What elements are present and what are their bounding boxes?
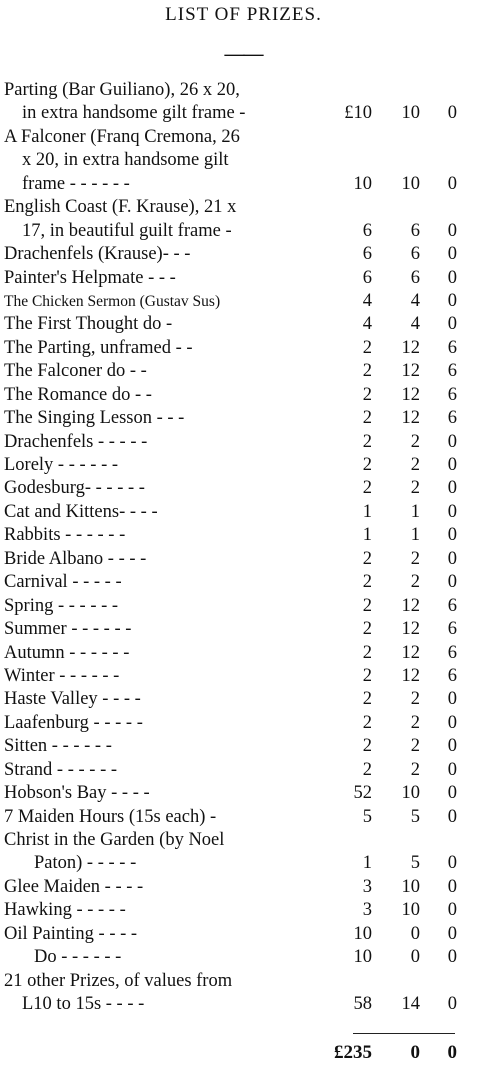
prize-pence: 0 (447, 947, 457, 968)
prize-pounds: 2 (362, 455, 372, 475)
prize-pounds: 3 (362, 876, 372, 897)
prize-description: Cat and Kittens- - - - (4, 501, 158, 522)
prize-pence: 0 (447, 267, 457, 288)
prize-pounds: 2 (362, 478, 372, 499)
prize-pence: 0 (447, 501, 457, 522)
prize-pounds: 2 (362, 431, 372, 452)
prize-row (0, 79, 487, 102)
prize-pence: 0 (447, 103, 457, 124)
prize-pence: 0 (447, 314, 457, 335)
prize-row (0, 806, 487, 829)
prize-pence: 0 (447, 525, 457, 546)
prize-shillings: 2 (410, 689, 420, 710)
prize-description: 7 Maiden Hours (15s each) - (4, 806, 217, 827)
prize-shillings: 1 (410, 501, 420, 522)
prize-pence: 0 (447, 994, 457, 1015)
total-rule (353, 1033, 455, 1034)
prize-description: Godesburg- - - - - - (4, 478, 145, 499)
prize-shillings: 2 (410, 572, 420, 593)
prize-shillings: 12 (401, 384, 420, 405)
prize-description: The Romance do - - (4, 384, 152, 405)
prize-shillings: 12 (401, 408, 420, 429)
prize-row (0, 102, 487, 125)
prize-list (0, 79, 487, 1017)
prize-shillings: 0 (410, 947, 420, 968)
prize-shillings: 14 (401, 994, 420, 1015)
prize-description: Hobson's Bay - - - - (4, 783, 150, 804)
prize-row (0, 993, 487, 1016)
prize-description: Glee Maiden - - - - (4, 876, 144, 897)
prize-description: Drachenfels (Krause)- - - (4, 244, 191, 265)
prize-shillings: 12 (401, 665, 420, 686)
prize-description: English Coast (F. Krause), 21 x (4, 197, 237, 218)
prize-pence: 0 (447, 455, 457, 475)
prize-shillings: 12 (401, 619, 420, 640)
prize-row (0, 735, 487, 758)
prize-description: Do - - - - - - (34, 947, 122, 968)
prize-description: 21 other Prizes, of values from (4, 970, 233, 991)
prize-pence: 0 (447, 712, 457, 733)
prize-shillings: 10 (401, 900, 420, 921)
prize-description: Parting (Bar Guiliano), 26 x 20, (4, 80, 240, 100)
prize-row (0, 595, 487, 618)
prize-pounds: 2 (362, 712, 372, 733)
prize-description: Summer - - - - - - (4, 619, 132, 640)
prize-description: Lorely - - - - - - (4, 455, 119, 475)
prize-pounds: 4 (362, 290, 372, 311)
prize-row (0, 524, 487, 547)
prize-description: x 20, in extra handsome gilt (22, 150, 229, 171)
prize-pounds: 1 (362, 853, 372, 874)
prize-description: Sitten - - - - - - (4, 736, 112, 757)
prize-pence: 0 (447, 478, 457, 499)
prize-pence: 6 (447, 337, 457, 358)
prize-description: Strand - - - - - - (4, 759, 118, 780)
prize-description: The Parting, unframed - - (4, 337, 193, 358)
total-pence: 0 (447, 1042, 457, 1063)
prize-row (0, 759, 487, 782)
prize-shillings: 6 (410, 267, 420, 288)
prize-pence: 0 (447, 759, 457, 780)
prize-pounds: 58 (353, 994, 372, 1015)
prize-pence: 6 (447, 665, 457, 686)
prize-row (0, 477, 487, 500)
prize-pounds: 6 (362, 244, 372, 265)
prize-pence: 6 (447, 619, 457, 640)
prize-description: Drachenfels - - - - - (4, 431, 148, 452)
prize-description: Winter - - - - - - (4, 665, 120, 686)
prize-pence: 0 (447, 431, 457, 452)
prize-shillings: 0 (410, 923, 420, 944)
prize-pence: 0 (447, 572, 457, 593)
prize-shillings: 2 (410, 759, 420, 780)
prize-row (0, 454, 487, 477)
prize-pence: 0 (447, 548, 457, 569)
prize-description: Paton) - - - - - (34, 853, 137, 874)
prize-shillings: 2 (410, 478, 420, 499)
prize-description: 17, in beautiful guilt frame - (22, 220, 232, 241)
total-pounds: £235 (334, 1042, 372, 1063)
prize-shillings: 10 (401, 173, 420, 194)
prize-pounds: 52 (353, 783, 372, 804)
prize-pounds: 3 (362, 900, 372, 921)
prize-shillings: 12 (401, 595, 420, 616)
prize-description: Christ in the Garden (by Noel (4, 830, 225, 850)
prize-description: A Falconer (Franq Cremona, 26 (4, 126, 240, 147)
prize-row (0, 876, 487, 899)
prize-shillings: 2 (410, 455, 420, 475)
prize-shillings: 5 (410, 853, 420, 874)
prize-shillings: 2 (410, 736, 420, 757)
prize-description: The Singing Lesson - - - (4, 408, 185, 429)
prize-description: The First Thought do - (4, 314, 173, 335)
prize-row (0, 642, 487, 665)
prize-pence: 0 (447, 173, 457, 194)
prize-pounds: 4 (362, 314, 372, 335)
prize-description: Rabbits - - - - - - (4, 525, 126, 546)
prize-row (0, 829, 487, 852)
prize-row (0, 126, 487, 149)
prize-pence: 6 (447, 361, 457, 382)
prize-row (0, 712, 487, 735)
prize-pounds: 2 (362, 408, 372, 429)
prize-row (0, 782, 487, 805)
prize-shillings: 4 (410, 290, 420, 311)
prize-pounds: 10 (353, 173, 372, 194)
prize-row (0, 337, 487, 360)
prize-shillings: 6 (410, 244, 420, 265)
prize-pounds: 2 (362, 595, 372, 616)
prize-description: Laafenburg - - - - - (4, 712, 143, 733)
prize-pence: 0 (447, 876, 457, 897)
prize-row (0, 571, 487, 594)
prize-description: Oil Painting - - - - (4, 923, 138, 944)
title-separator: —— (224, 43, 263, 65)
prize-pounds: 2 (362, 689, 372, 710)
prize-pounds: 2 (362, 572, 372, 593)
prize-description: L10 to 15s - - - - (22, 994, 145, 1015)
prize-shillings: 4 (410, 314, 420, 335)
prize-shillings: 1 (410, 525, 420, 546)
prize-pounds: 2 (362, 642, 372, 663)
prize-row (0, 407, 487, 430)
prize-pounds: 6 (362, 267, 372, 288)
prize-description: Carnival - - - - - (4, 572, 122, 593)
prize-pence: 0 (447, 853, 457, 874)
prize-row (0, 290, 487, 313)
prize-pounds: 5 (362, 806, 372, 827)
prize-pounds: 6 (362, 220, 372, 241)
prize-row (0, 946, 487, 969)
prize-description: Spring - - - - - - (4, 595, 119, 616)
prize-shillings: 12 (401, 361, 420, 382)
prize-row (0, 360, 487, 383)
prize-shillings: 2 (410, 712, 420, 733)
prize-row (0, 173, 487, 196)
prize-pence: 0 (447, 220, 457, 241)
prize-row (0, 384, 487, 407)
prize-pounds: 2 (362, 337, 372, 358)
prize-description: Haste Valley - - - - (4, 689, 141, 710)
prize-pounds: 2 (362, 619, 372, 640)
prize-row (0, 618, 487, 641)
prize-pounds: 2 (362, 384, 372, 405)
prize-pounds: 2 (362, 361, 372, 382)
prize-pence: 0 (447, 290, 457, 311)
prize-shillings: 5 (410, 806, 420, 827)
prize-pounds: 2 (362, 736, 372, 757)
prize-pence: 6 (447, 408, 457, 429)
prize-pounds: 1 (362, 525, 372, 546)
prize-shillings: 2 (410, 548, 420, 569)
prize-description: The Falconer do - - (4, 361, 147, 382)
prize-pounds: £10 (344, 103, 372, 124)
prize-shillings: 12 (401, 337, 420, 358)
prize-row (0, 313, 487, 336)
prize-pounds: 1 (362, 501, 372, 522)
prize-description: Painter's Helpmate - - - (4, 267, 176, 288)
prize-shillings: 2 (410, 431, 420, 452)
prize-row (0, 501, 487, 524)
prize-row (0, 196, 487, 219)
prize-pounds: 2 (362, 548, 372, 569)
prize-description: The Chicken Sermon (Gustav Sus) (4, 292, 221, 310)
prize-shillings: 10 (401, 103, 420, 124)
prize-pounds: 10 (353, 923, 372, 944)
prize-shillings: 10 (401, 876, 420, 897)
prize-description: frame - - - - - - (22, 173, 130, 194)
prize-row (0, 688, 487, 711)
prize-description: Hawking - - - - - (4, 900, 126, 921)
prize-row (0, 548, 487, 571)
prize-pence: 0 (447, 783, 457, 804)
prize-row (0, 852, 487, 875)
prize-pence: 6 (447, 642, 457, 663)
prize-pence: 6 (447, 384, 457, 405)
prize-pence: 0 (447, 689, 457, 710)
prize-row (0, 243, 487, 266)
prize-row (0, 431, 487, 454)
prize-row (0, 923, 487, 946)
total-shillings: 0 (410, 1042, 420, 1063)
prize-row (0, 665, 487, 688)
total-row (0, 1040, 487, 1066)
prize-pence: 0 (447, 736, 457, 757)
prize-description: Autumn - - - - - - (4, 642, 130, 663)
prize-row (0, 899, 487, 922)
prize-description: Bride Albano - - - - (4, 548, 147, 569)
prize-pounds: 2 (362, 665, 372, 686)
prize-row (0, 220, 487, 243)
prize-pounds: 10 (353, 947, 372, 968)
prize-row (0, 970, 487, 993)
page-title: LIST OF PRIZES. (165, 4, 322, 25)
prize-pence: 0 (447, 244, 457, 265)
prize-shillings: 10 (401, 783, 420, 804)
prize-pence: 6 (447, 595, 457, 616)
prize-row (0, 149, 487, 172)
prize-description: in extra handsome gilt frame - (22, 103, 246, 124)
prize-shillings: 6 (410, 220, 420, 241)
prize-pence: 0 (447, 923, 457, 944)
prize-pence: 0 (447, 900, 457, 921)
prize-shillings: 12 (401, 642, 420, 663)
prize-pounds: 2 (362, 759, 372, 780)
prize-pence: 0 (447, 806, 457, 827)
prize-row (0, 267, 487, 290)
